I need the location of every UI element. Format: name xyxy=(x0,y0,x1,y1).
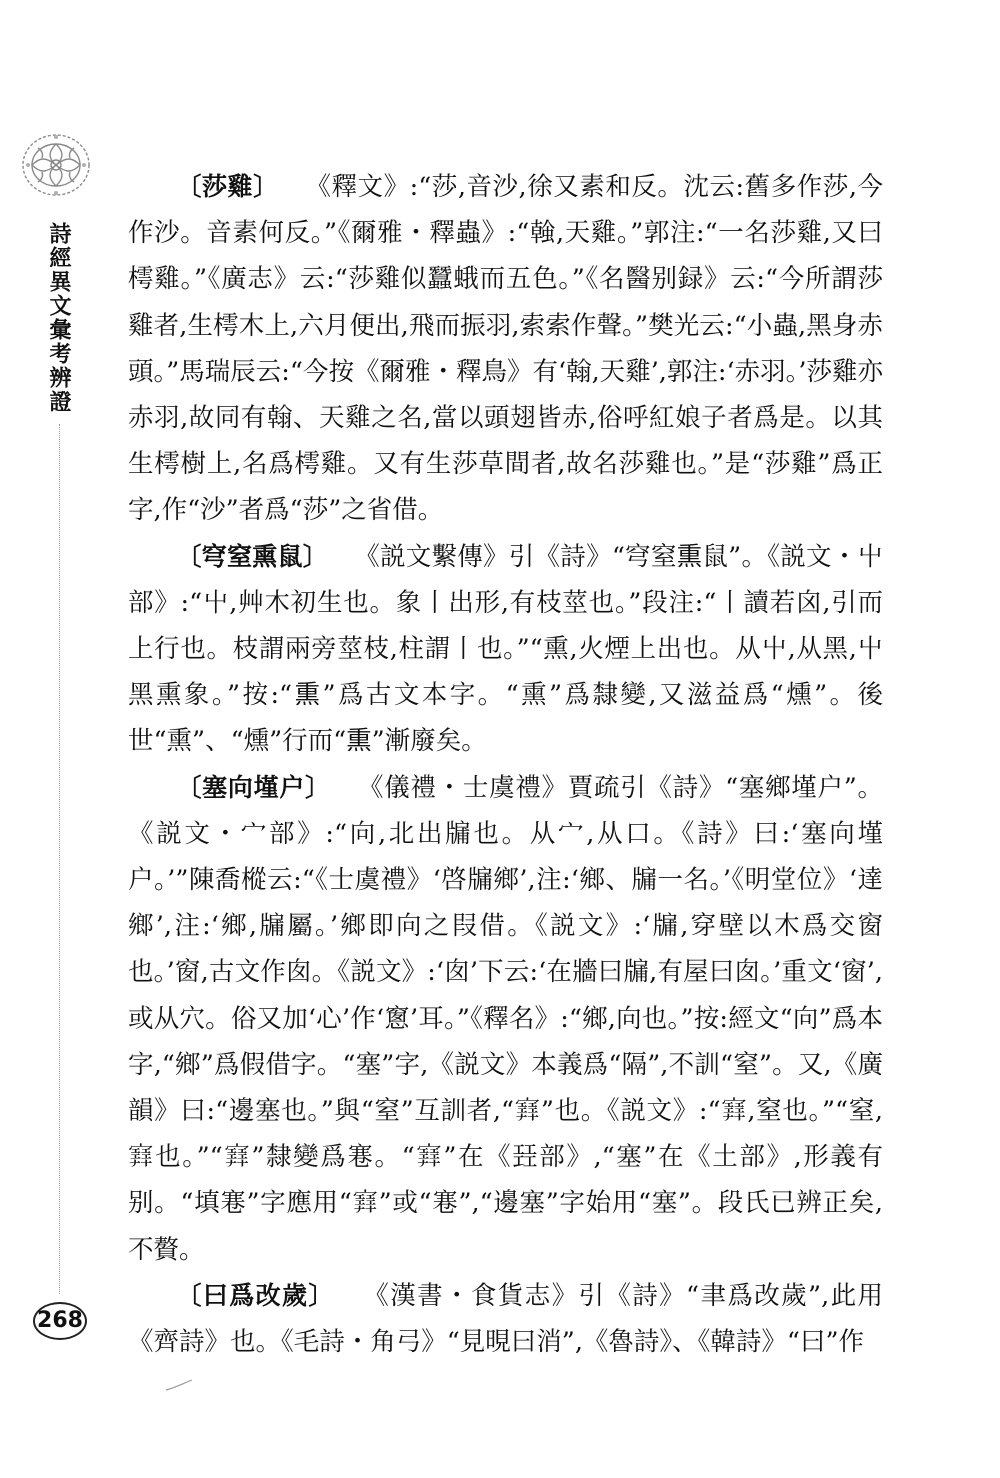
entry-text: 《漢書・食貨志》引《詩》“聿爲改歲”,此用《齊詩》也。《毛詩・角弓》“見晛曰消”,《魯詩》、《韓詩》“曰”作 xyxy=(128,1280,883,1358)
entry-sha-ji xyxy=(128,164,883,534)
body-text xyxy=(128,164,883,1365)
entry-text: 《儀禮・士虞禮》賈疏引《詩》“塞鄉墐户”。《説文・宀部》:“向,北出牖也。从宀,从口。《詩》曰:‘塞向墐户。’”陳喬樅云:“《士虞禮》‘啓牖鄉’,注:‘鄉、牖一名。’《明堂位》‘達鄉’,注:‘鄉,牖屬。’鄉即向之叚借。《説文》:‘牖,穿壁以木爲交窗也。’窗,古文作囱。《説文》:‘囱’下云:‘在牆曰牖,有屋曰囱。’重文‘窗’,或从穴。俗又加‘心’作‘窻’耳。”《釋名》:“鄉,向也。”按:經文“向”爲本字,“鄉”爲假借字。“塞”字,《説文》本義爲“隔”,不訓“窒”。又,《廣韻》曰:“邊塞也。”與“窒”互訓者,“𡫳”也。《説文》:“𡫳,窒也。”“窒,𡫳也。”“𡫳”隸變爲寋。“𡫳”在《㠭部》,“塞”在《土部》,形義有别。“填寋”字應用“𡫳”或“寋”,“邊塞”字始用“塞”。段氏已辨正矣,不贅。 xyxy=(128,772,883,1265)
headword: 〔穹窒熏鼠〕 xyxy=(176,541,316,571)
entry-yue-wei-gai-sui xyxy=(128,1273,883,1365)
side-divider xyxy=(59,424,60,1294)
entry-text: 《釋文》:“莎,音沙,徐又素和反。沈云:舊多作莎,今作沙。音素何反。”《爾雅・釋蟲》:“螒,天雞。”郭注:“一名莎雞,又曰樗雞。”《廣志》云:“莎雞似蠶蛾而五色。”《名醫别録》云:“今所謂莎雞者,生樗木上,六月便出,飛而振羽,索索作聲。”樊光云:“小蟲,黑身赤頭。”馬瑞辰云:“今按《爾雅・釋鳥》有‘翰,天雞’,郭注:‘赤羽。’莎雞亦赤羽,故同有翰、天雞之名,當以頭翅皆赤,俗呼紅娘子者爲是。以其生樗樹上,名爲樗雞。又有生莎草間者,故名莎雞也。”是“莎雞”爲正字,作“沙”者爲“莎”之省借。 xyxy=(128,172,883,526)
running-title: 詩經異文彙考辨證 xyxy=(46,222,71,414)
entry-sai-xiang-jin-hu xyxy=(128,765,883,1273)
headword: 〔塞向墐户〕 xyxy=(176,772,319,802)
pencil-mark xyxy=(164,1378,194,1392)
headword: 〔曰爲改歲〕 xyxy=(176,1280,323,1310)
page-number: 268 xyxy=(33,1302,87,1340)
entry-qiong-zhi-xun-shu xyxy=(128,534,883,765)
entry-text: 《説文繫傳》引《詩》“穹窒𤋱鼠”。《説文・屮部》:“屮,艸木初生也。象丨出形,有枝莖也。”段注:“丨讀若囟,引而上行也。枝謂兩旁莖枝,柱謂丨也。”“熏,火煙上出也。从屮,从黑,屮黑熏象。”按:“𤋱”爲古文本字。“熏”爲隸變,又滋益爲“燻”。後世“熏”、“燻”行而“𤋱”漸廢矣。 xyxy=(128,541,883,757)
floral-medallion-icon xyxy=(18,130,94,200)
headword: 〔莎雞〕 xyxy=(176,172,267,201)
